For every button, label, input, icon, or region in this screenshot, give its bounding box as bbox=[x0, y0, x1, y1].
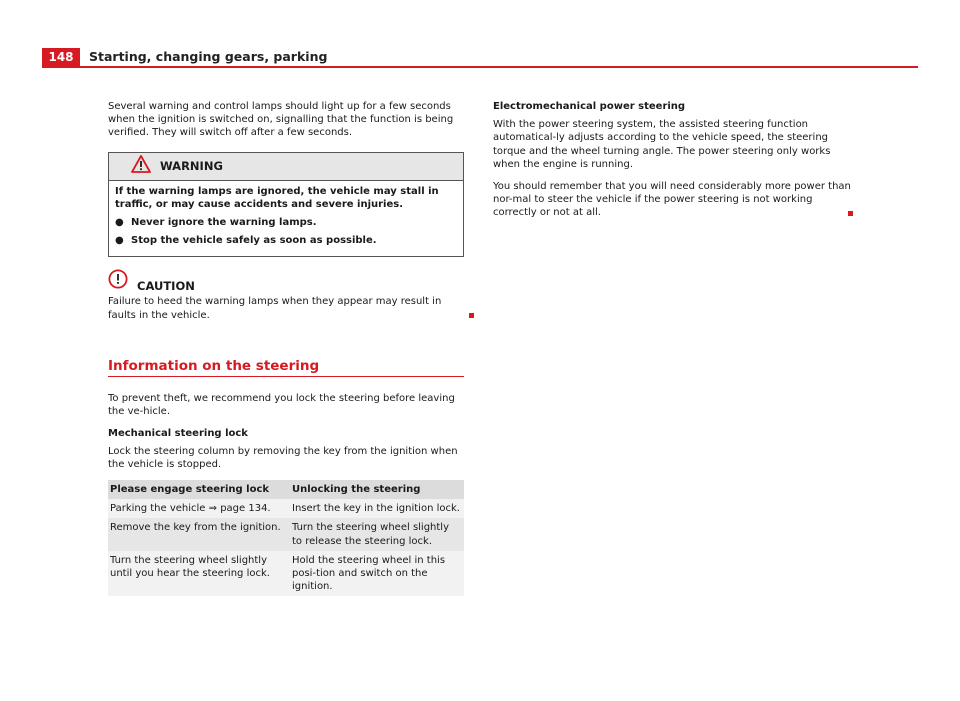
caution-text bbox=[108, 295, 464, 321]
table-cell: Insert the key in the ignition lock. bbox=[286, 499, 464, 518]
steering-table bbox=[108, 480, 464, 596]
warning-body bbox=[109, 181, 463, 257]
mech-lock-heading: Mechanical steering lock bbox=[108, 428, 248, 440]
bullet-dot-icon: ● bbox=[115, 235, 124, 247]
table-cell: Parking the vehicle ⇒ page 134. bbox=[108, 499, 286, 518]
intro-paragraph: Several warning and control lamps should light up for a few seconds when the ignition is switched on, signalling that the function is being verified. They will switch off after a few seconds. bbox=[108, 101, 454, 139]
right-column bbox=[493, 100, 851, 229]
header-rule bbox=[42, 66, 918, 68]
left-column bbox=[108, 100, 464, 596]
table-cell: Remove the key from the ignition. bbox=[108, 518, 286, 550]
table-header-row bbox=[108, 480, 464, 499]
power-steering-para2-text: You should remember that you will need considerably more power than nor-mal to steer the vehicle if the power steering is not working correctly or not at all. bbox=[493, 181, 851, 219]
caution-header bbox=[108, 271, 464, 293]
power-steering-para2 bbox=[493, 180, 851, 220]
table-header: Please engage steering lock bbox=[108, 480, 286, 499]
warning-triangle-icon bbox=[131, 155, 151, 177]
power-steering-heading: Electromechanical power steering bbox=[493, 101, 686, 112]
table-cell: Hold the steering wheel in this posi-tion and switch on the ignition. bbox=[286, 551, 464, 597]
steering-intro: To prevent theft, we recommend you lock the steering before leaving the ve-hicle. bbox=[108, 393, 455, 418]
warning-bullet bbox=[115, 234, 457, 247]
end-marker-icon bbox=[848, 211, 853, 216]
exclamation-circle-icon bbox=[108, 269, 128, 293]
end-marker-icon bbox=[469, 313, 474, 318]
table-cell: Turn the steering wheel slightly to release the steering lock. bbox=[286, 518, 464, 550]
warning-label: WARNING bbox=[160, 158, 223, 173]
table-header: Unlocking the steering bbox=[286, 480, 464, 499]
bullet-dot-icon: ● bbox=[115, 217, 124, 229]
warning-bullet-text: Never ignore the warning lamps. bbox=[131, 217, 317, 229]
table-row bbox=[108, 551, 464, 597]
page-number: 148 bbox=[42, 48, 80, 67]
table-cell: Turn the steering wheel slightly until you hear the steering lock. bbox=[108, 551, 286, 597]
warning-bullet bbox=[115, 216, 457, 229]
warning-text: If the warning lamps are ignored, the vehicle may stall in traffic, or may cause accidents and severe injuries. bbox=[115, 185, 439, 210]
section-title: Information on the steering bbox=[108, 360, 464, 377]
table-row bbox=[108, 518, 464, 550]
caution-text-content: Failure to heed the warning lamps when they appear may result in faults in the vehicle. bbox=[108, 296, 442, 321]
warning-box bbox=[108, 152, 464, 258]
power-steering-para1: With the power steering system, the assisted steering function automatical-ly adjusts according to the vehicle speed, the steering torque and the wheel turning angle. The power steering only works when the engine is running. bbox=[493, 119, 831, 170]
chapter-title: Starting, changing gears, parking bbox=[89, 49, 328, 64]
warning-bullet-text: Stop the vehicle safely as soon as possible. bbox=[131, 235, 377, 247]
mech-lock-text: Lock the steering column by removing the key from the ignition when the vehicle is stopped. bbox=[108, 445, 458, 470]
caution-label: CAUTION bbox=[137, 279, 195, 294]
warning-header bbox=[109, 153, 463, 181]
table-row bbox=[108, 499, 464, 518]
